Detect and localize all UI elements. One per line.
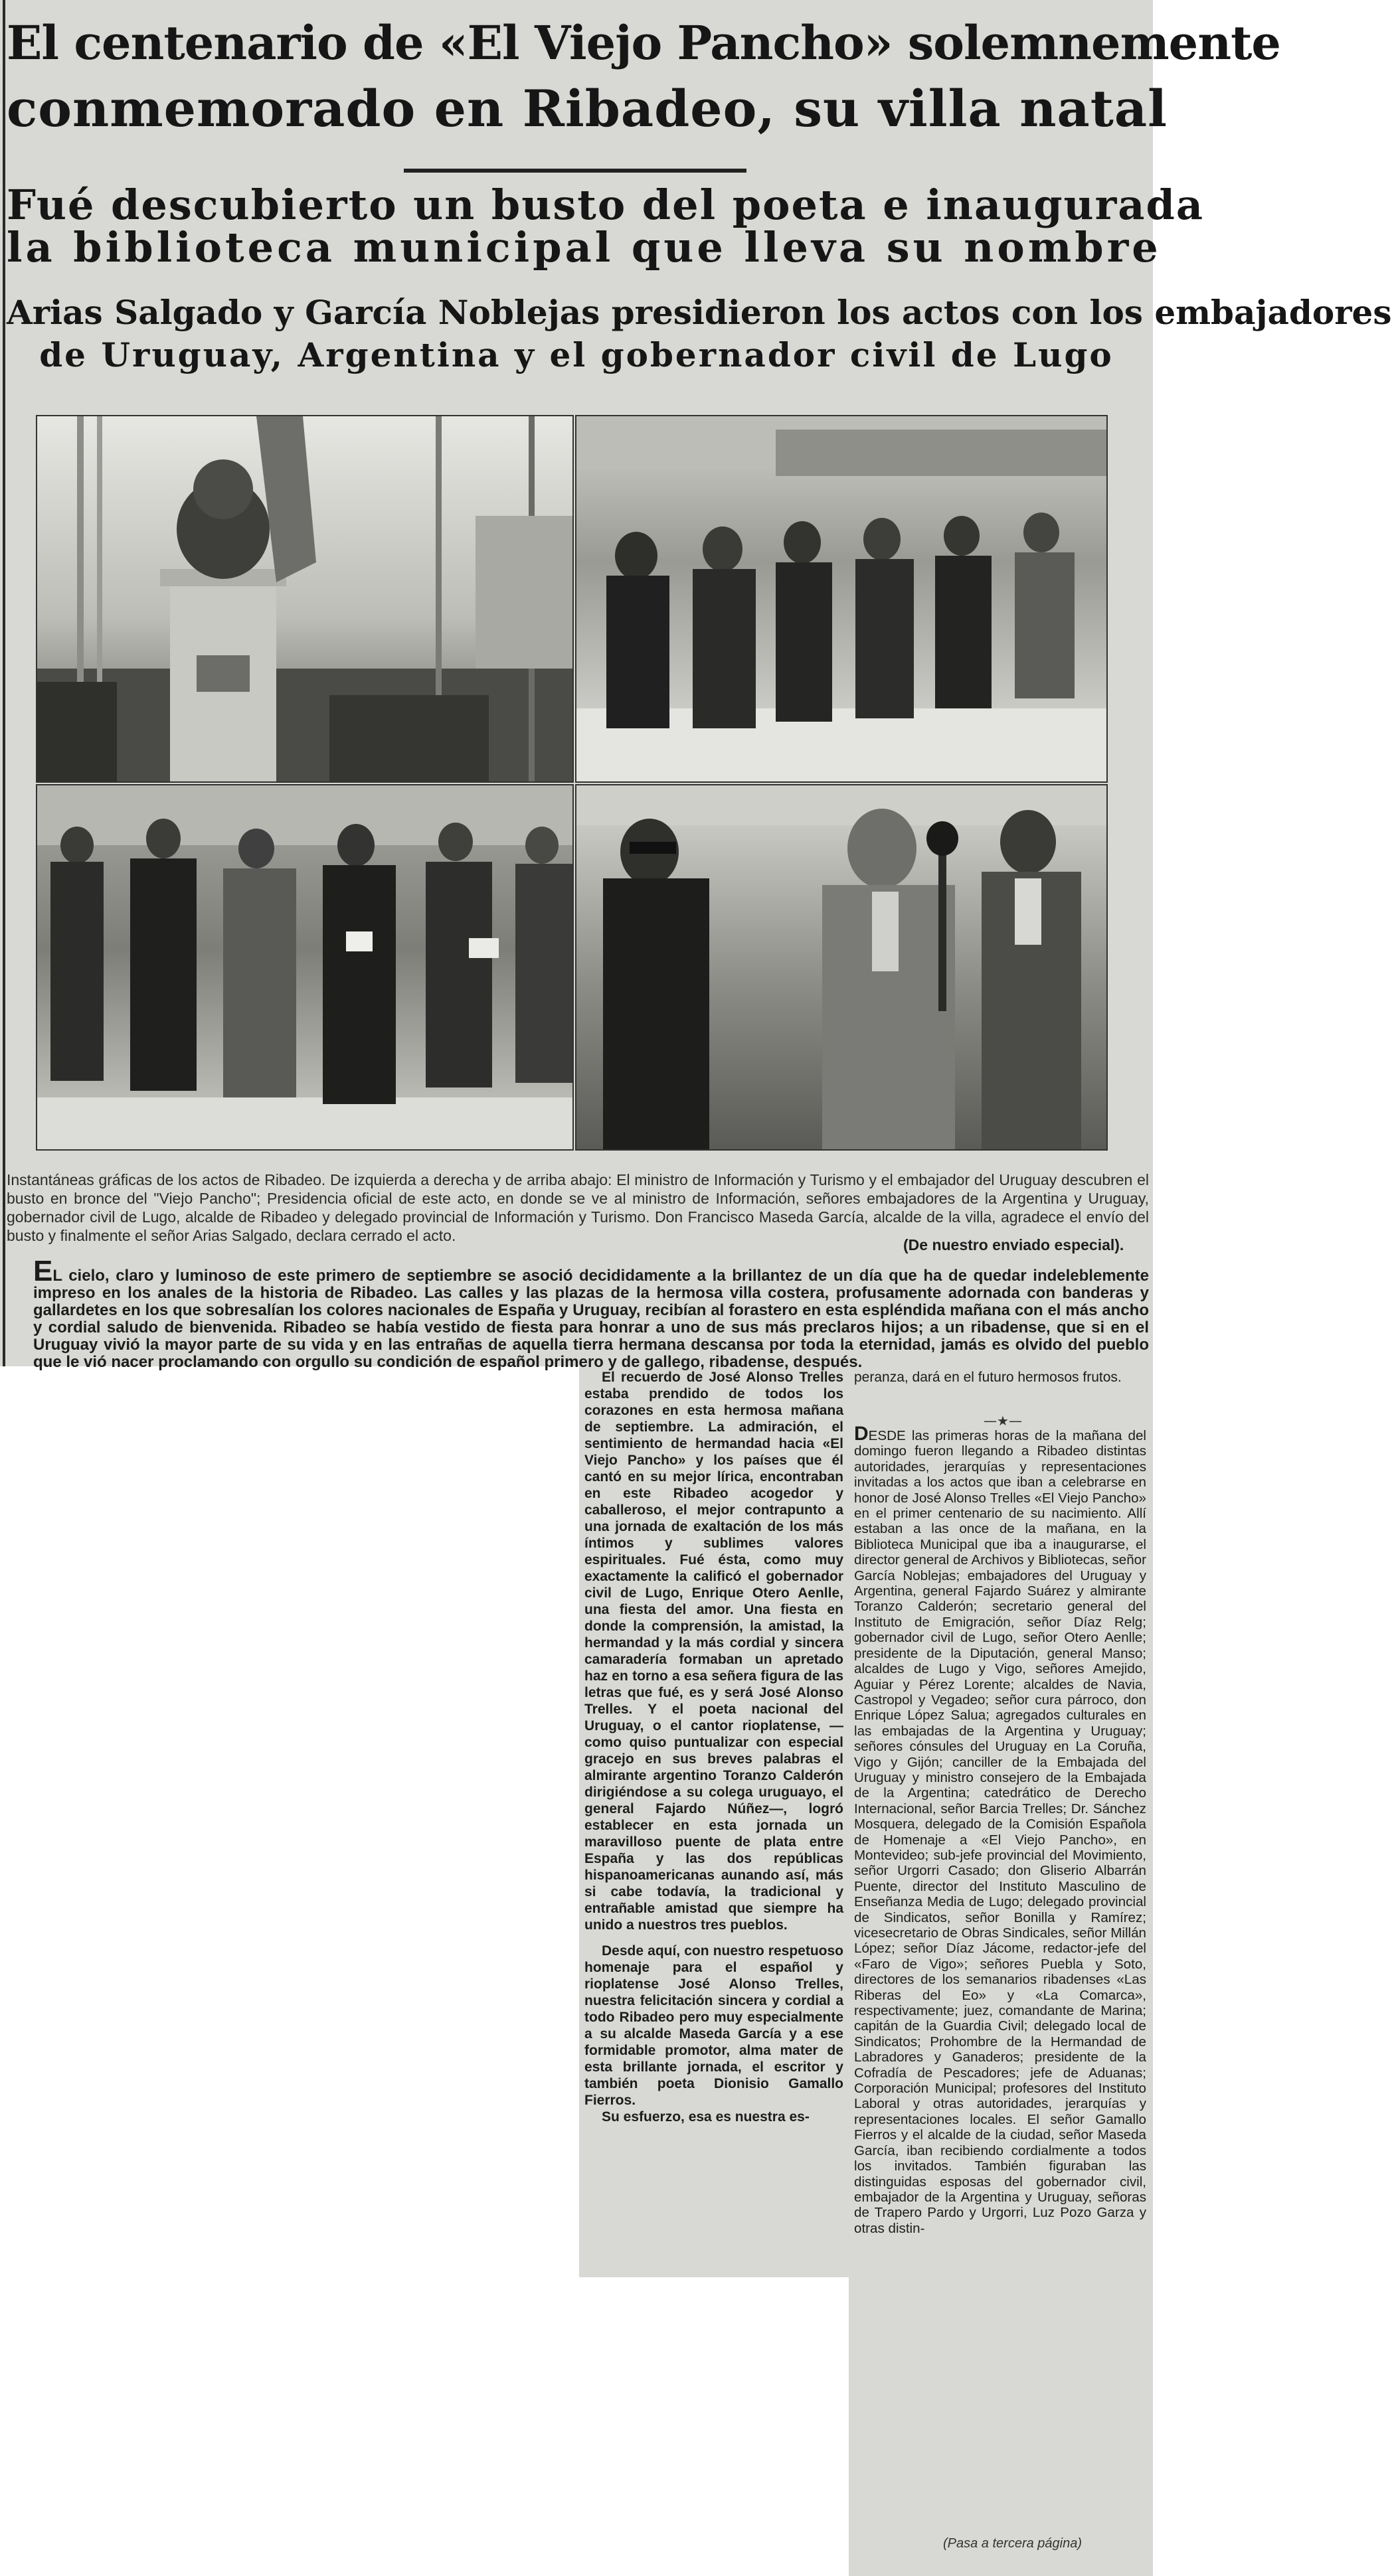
speech-reading-photo [36, 784, 574, 1151]
subheadline-line-4: de Uruguay, Argentina y el gobernador civil de Lugo [39, 335, 1114, 374]
column-three-body [854, 1423, 1146, 2236]
column-three-continuation: peranza, dará en el futuro hermosos frutos. [854, 1370, 1122, 1385]
photo-caption: Instantáneas gráficas de los actos de Ribadeo. De izquierda a derecha y de arriba abajo: El ministro de Información y Turismo y el embajador del Uruguay descubren el busto en bronce del "Viejo Pancho"; Presidencia oficial de este acto, en donde se ve al ministro de Información, señores embajadores de la Argentina y Uruguay, gobernador civil de Lugo, alcalde de Ribadeo y delegado provincial de Información y Turismo. Don Francisco Maseda García, alcalde de la villa, agradece el envío del busto y finalmente el señor Arias Salgado, declara cerrado el acto. [7, 1171, 1149, 1244]
microphone-speech-photo [575, 784, 1108, 1151]
left-column-rule [3, 0, 5, 1366]
column-two-paragraph-1: El recuerdo de José Alonso Trelles estaba prendido de todos los corazones en esta hermosa mañana de septiembre. La admiración, el sentimiento de hermandad hacia «El Viejo Pancho» y los países que él cantó en su mejor lírica, encontraban en este Ribadeo acogedor y caballeroso, el mejor contrapunto a una jornada de exaltación de los más íntimos y sublimes valores espirituales. Fué ésta, como muy exactamente la calificó el gobernador civil de Lugo, Enrique Otero Aenlle, una fiesta del amor. Una fiesta en donde la comprensión, la amistad, la hermandad y la más cordial y sincera camaradería formaban un apretado haz en torno a esa señera figura de las letras que fué, es y será José Alonso Trelles. Y el poeta nacional del Uruguay, o el cantor rioplatense, —como quiso puntualizar con especial gracejo en sus breves palabras el almirante argentino Toranzo Calderón dirigiéndose a su colega uruguayo, el general Fajardo Núñez—, logró establecer en esta jornada un maravilloso puente de plata entre España y las dos repúblicas hispanoamericanas aunando así, más si cabe todavía, la tradicional y entrañable amistad que siempre ha unido a nuestros tres pueblos. [584, 1370, 843, 1933]
bust-monument-photo [36, 415, 574, 783]
microphone-speech-image [576, 785, 1106, 1149]
headline-line-1: El centenario de «El Viejo Pancho» solemnemente [7, 15, 1280, 70]
officials-group-image [576, 416, 1106, 781]
article-column-two [584, 1369, 843, 2125]
subheadline-line-3: Arias Salgado y García Noblejas presidieron los actos con los embajadores [7, 293, 1392, 332]
section-separator: —★— [984, 1413, 1022, 1429]
subheadline-line-2: la biblioteca municipal que lleva su nombre [7, 223, 1162, 272]
column-two-paragraph-3: Su esfuerzo, esa es nuestra es- [602, 2109, 810, 2125]
continued-on-page-note: (Pasa a tercera página) [943, 2536, 1083, 2551]
bust-monument-image [37, 416, 572, 781]
headline-divider [404, 169, 746, 173]
lead-paragraph [33, 1255, 1149, 1371]
column-three-text: ESDE las primeras horas de la mañana del domingo fueron llegando a Ribadeo distintas autoridades, jerarquías y representaciones invitadas a los actos que iban a celebrarse en honor de José Alonso Trelles «El Viejo Pancho» en el primer centenario de su nacimiento. Allí estaban a las once de la mañana, en la Biblioteca Municipal que iba a inaugurarse, el director general de Archivos y Bibliotecas, señor García Noblejas; embajadores del Uruguay y Argentina, general Fajardo Suárez y almirante Toranzo Calderón; secretario general del Instituto de Emigración, señor Díaz Relg; gobernador civil de Lugo, señor Otero Aenlle; presidente de la Diputación, general Manso; alcaldes de Lugo y Vigo, señores Amejido, Aguiar y Pérez Lorente; alcaldes de Navia, Castropol y Vegadeo; señor cura párroco, don Enrique López Salua; agregados culturales en las embajadas de la Argentina y Uruguay; señores cónsules del Uruguay en La Coruña, Vigo y Gijón; canciller de la Embajada del Uruguay y ministro consejero de la Embajada de la Argentina; catedrático de Derecho Internacional, señor Barcia Trelles; Dr. Sánchez Mosquera, delegado de la Comisión Española de Homenaje a «El Viejo Pancho», en Montevideo; sub-jefe provincial del Movimiento, señor Urgorri Casado; don Gliserio Albarrán Puente, director del Instituto Masculino de Enseñanza Media de Lugo; delegado provincial de Sindicatos, señor Bonilla y Ramírez; vicesecretario de Obras Sindicales, señor Millán López; señor Díaz Jácome, redactor-jefe del «Faro de Vigo»; señores Puebla y Soto, directores de los semanarios ribadenses «Las Riberas del Eo» y «La Comarca», respectivamente; juez, comandante de Marina; capitán de la Guardia Civil; delegado local de Sindicatos; Prohombre de la Hermandad de Labradores y Ganaderos; presidente de la Cofradía de Pescadores; jefe de Aduanas; Corporación Municipal; profesores del Instituto Laboral y otras autoridades, jerarquías y representaciones locales. El señor Gamallo Fierros y el alcalde de la ciudad, señor Maseda García, iban recibiendo cordialmente a todos los invitados. También figuraban las distinguidas esposas del gobernador civil, embajador de la Argentina y Uruguay, señoras de Trapero Pardo y Urgorri, Luz Pozo Garza y otras distin- [854, 1428, 1146, 2236]
lead-text: L cielo, claro y luminoso de este primero de septiembre se asoció decididamente a la brillantez de un día que ha de quedar indeleblemente impreso en los anales de la historia de Ribadeo. Las calles y las plazas de la hermosa villa costera, profusamente adornada con banderas y gallardetes en los que sobresalían los colores nacionales de España y Uruguay, recibían al forastero en esta espléndida mañana con el más ancho y cordial saludo de bienvenida. Ribadeo se había vestido de fiesta para honrar a uno de sus más preclaros hijos; a un ribadense, que si en el Uruguay vivió la mayor parte de su vida y en las entrañas de aquella tierra hermana descansa por toda la eternidad, jamás es olvido del pueblo que le vió nacer proclamando con orgullo su condición de español primero y de gallego, ribadense, después. [33, 1267, 1149, 1371]
column-two-paragraph-2: Desde aquí, con nuestro respetuoso homenaje para el español y rioplatense José Alonso Trelles, nuestra felicitación sincera y cordial a todo Ribadeo pero muy especialmente a su alcalde Maseda García y a ese formidable promotor, alma mater de esta brillante jornada, el escritor y también poeta Dionisio Gamallo Fierros. [584, 1943, 843, 2108]
column-three-dropcap: D [854, 1423, 869, 1445]
lead-dropcap: E [33, 1255, 53, 1287]
officials-group-photo [575, 415, 1108, 783]
subheadline-line-1: Fué descubierto un busto del poeta e inaugurada [7, 181, 1204, 229]
speech-reading-image [37, 785, 572, 1149]
headline-line-2: conmemorado en Ribadeo, su villa natal [7, 79, 1168, 138]
dateline: (De nuestro enviado especial). [903, 1236, 1124, 1253]
